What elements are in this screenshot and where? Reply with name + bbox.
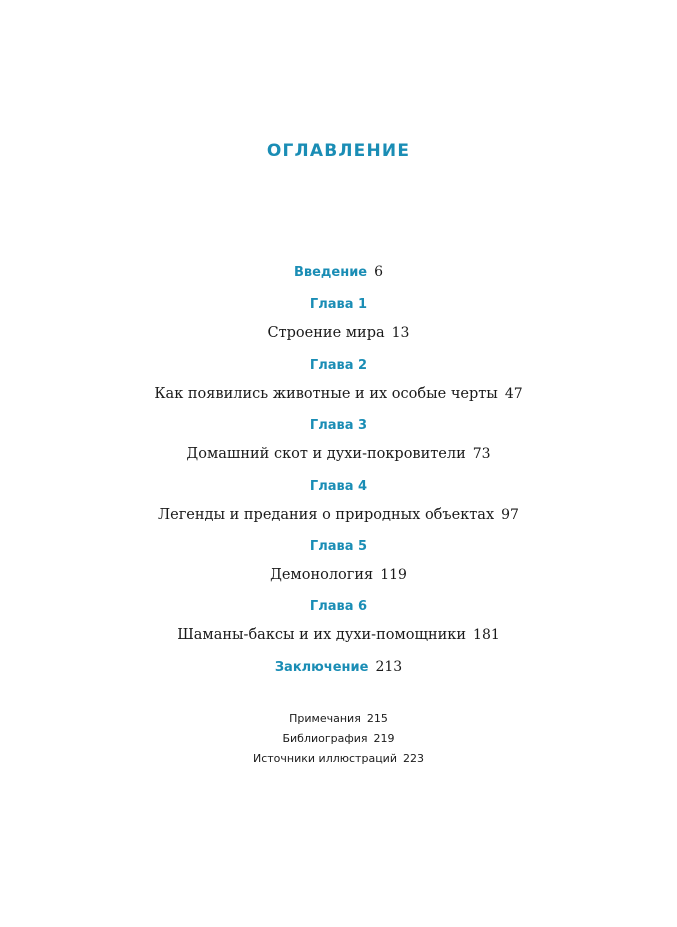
chapter-5-title: Демонология xyxy=(270,567,374,583)
chapter-1-page-number: 13 xyxy=(391,325,410,341)
bibliography-page-number: 219 xyxy=(373,732,395,745)
chapter-3-page-number: 73 xyxy=(472,446,491,462)
intro-label: Введение xyxy=(293,265,368,280)
appendix-illustration-sources[interactable] xyxy=(0,752,677,765)
chapter-4-title: Легенды и предания о природных объектах xyxy=(158,507,495,523)
intro-page-number: 6 xyxy=(374,264,384,280)
chapter-1-label-row xyxy=(0,295,677,313)
notes-page-number: 215 xyxy=(366,712,388,725)
bibliography-title: Библиография xyxy=(282,732,368,745)
illustration-sources-page-number: 223 xyxy=(402,752,424,765)
chapter-3-label: Глава 3 xyxy=(309,418,368,433)
chapter-2-page-number: 47 xyxy=(504,386,523,402)
chapter-4-page-number: 97 xyxy=(501,507,519,523)
chapter-3-entry[interactable] xyxy=(0,445,677,463)
toc-intro[interactable] xyxy=(0,263,677,281)
chapter-6-entry[interactable] xyxy=(0,626,677,644)
chapter-5-entry[interactable] xyxy=(0,566,677,584)
chapter-6-label-row xyxy=(0,597,677,615)
chapter-1-title: Строение мира xyxy=(267,325,385,341)
appendix-bibliography[interactable] xyxy=(0,732,677,745)
chapter-4-label: Глава 4 xyxy=(309,479,368,494)
chapter-4-label-row xyxy=(0,477,677,495)
illustration-sources-title: Источники иллюстраций xyxy=(253,752,397,765)
chapter-3-label-row xyxy=(0,416,677,434)
chapter-4-entry[interactable] xyxy=(0,506,677,524)
chapter-5-label-row xyxy=(0,537,677,555)
toc-conclusion[interactable] xyxy=(0,658,677,676)
chapter-5-page-number: 119 xyxy=(380,567,407,583)
chapter-5-label: Глава 5 xyxy=(309,539,368,554)
chapter-2-label-row xyxy=(0,356,677,374)
notes-title: Примечания xyxy=(289,712,361,725)
chapter-6-label: Глава 6 xyxy=(309,599,368,614)
chapter-6-page-number: 181 xyxy=(473,627,500,643)
conclusion-label: Заключение xyxy=(274,660,369,675)
chapter-1-label: Глава 1 xyxy=(309,297,368,312)
chapter-6-title: Шаманы-баксы и их духи-помощники xyxy=(177,627,467,643)
chapter-2-label: Глава 2 xyxy=(309,358,368,373)
toc-title: ОГЛАВЛЕНИЕ xyxy=(266,141,411,161)
chapter-3-title: Домашний скот и духи-покровители xyxy=(186,446,466,462)
chapter-1-entry[interactable] xyxy=(0,324,677,342)
chapter-2-title: Как появились животные и их особые черты xyxy=(154,386,498,402)
appendix-notes[interactable] xyxy=(0,712,677,725)
conclusion-page-number: 213 xyxy=(375,659,403,675)
chapter-2-entry[interactable] xyxy=(0,385,677,403)
